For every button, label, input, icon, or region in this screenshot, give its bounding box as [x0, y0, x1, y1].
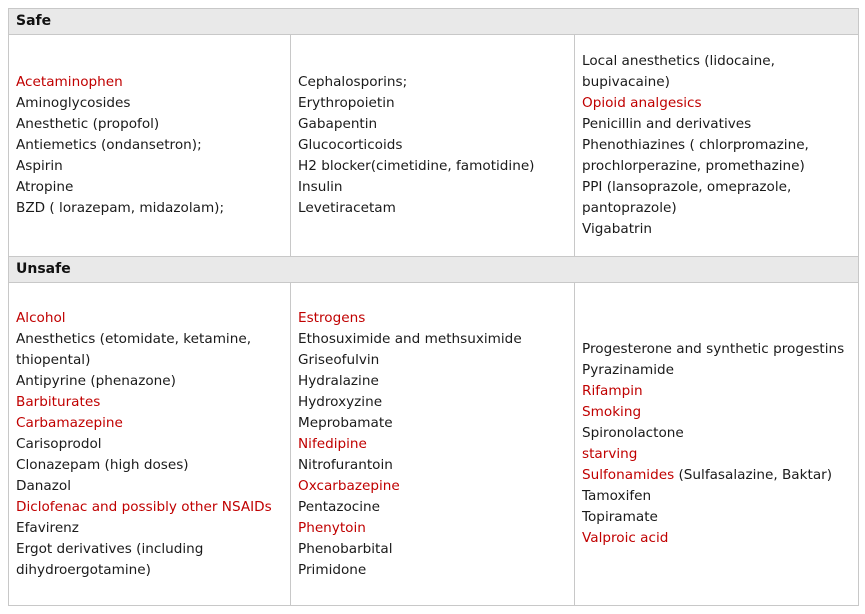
drug-name: Aspirin: [16, 158, 63, 174]
drug-item: [582, 423, 852, 444]
drug-item: [582, 444, 852, 465]
drug-item: [16, 413, 284, 434]
drug-item: [298, 560, 568, 581]
drug-item: [16, 72, 284, 93]
drug-name: BZD ( lorazepam, midazolam);: [16, 200, 225, 216]
safe-cell-2: [291, 35, 575, 256]
drug-item: [298, 497, 568, 518]
unsafe-list-3: [582, 283, 852, 605]
safe-header-label: Safe: [16, 13, 52, 29]
drug-item: [582, 93, 852, 114]
drug-name: Spironolactone: [582, 425, 684, 441]
drug-name: Ergot derivatives (including dihydroergotamine): [16, 540, 204, 578]
drug-name: Topiramate: [582, 509, 658, 525]
drug-item: [298, 72, 568, 93]
drug-name: PPI (lansoprazole, omeprazole, pantoprazole): [582, 179, 792, 216]
unsafe-list-2: [298, 283, 568, 605]
drug-item: [298, 329, 568, 350]
drug-name: Barbiturates: [16, 393, 101, 410]
drug-item: [16, 156, 284, 177]
drug-item: [582, 114, 852, 135]
drug-name: Cephalosporins;: [298, 74, 408, 90]
drug-name: Tamoxifen: [582, 488, 652, 504]
drug-name: Insulin: [298, 179, 343, 195]
drug-item: [16, 308, 284, 329]
drug-item: [298, 434, 568, 455]
drug-name: Atropine: [16, 179, 74, 195]
drug-name: Antipyrine (phenazone): [16, 372, 176, 389]
drug-name: Clonazepam (high doses): [16, 456, 189, 473]
drug-item: [298, 135, 568, 156]
drug-item: [298, 308, 568, 329]
drug-name: Penicillin and derivatives: [582, 116, 752, 132]
safe-cell-1: [9, 35, 291, 256]
drug-name: Local anesthetics (lidocaine, bupivacaine): [582, 53, 775, 90]
drug-name: Anesthetics (etomidate, ketamine, thiopental): [16, 330, 252, 368]
drug-name: Phenothiazines ( chlorpromazine, prochlorperazine, promethazine): [582, 137, 809, 174]
drug-item: [582, 177, 852, 219]
drug-item: [16, 392, 284, 413]
drug-item: [16, 329, 284, 371]
drug-item: [16, 455, 284, 476]
drug-item: [298, 177, 568, 198]
drug-name: Carbamazepine: [16, 414, 123, 431]
unsafe-list-1: [16, 283, 284, 605]
drug-name: Nitrofurantoin: [298, 456, 393, 473]
drug-name: Hydroxyzine: [298, 393, 383, 410]
safe-row: [9, 35, 858, 256]
drug-item: [298, 476, 568, 497]
drug-name: Gabapentin: [298, 116, 378, 132]
drug-item: [582, 381, 852, 402]
drug-name: Levetiracetam: [298, 200, 396, 216]
safe-header-row: [9, 9, 858, 35]
drug-item: [298, 455, 568, 476]
drug-name: starving: [582, 446, 638, 462]
drug-item: [582, 528, 852, 549]
drug-name: Valproic acid: [582, 530, 669, 546]
drug-name: Progesterone and synthetic progestins: [582, 341, 845, 357]
unsafe-header-row: [9, 256, 858, 283]
drug-name: Pyrazinamide: [582, 362, 675, 378]
drug-item: [582, 339, 852, 360]
drug-name: Primidone: [298, 561, 367, 578]
drug-name: Efavirenz: [16, 519, 79, 536]
unsafe-cell-2: [291, 283, 575, 605]
drug-name: Phenobarbital: [298, 540, 393, 557]
drug-item: [582, 135, 852, 177]
drug-name: Erythropoietin: [298, 95, 395, 111]
drug-item: [298, 518, 568, 539]
drug-item: [16, 476, 284, 497]
drug-name: Carisoprodol: [16, 435, 102, 452]
drug-item: [582, 51, 852, 93]
drug-item: [298, 371, 568, 392]
drug-name: Griseofulvin: [298, 351, 380, 368]
drug-item: [298, 156, 568, 177]
drug-item: [16, 198, 284, 219]
safe-list-3: [582, 35, 852, 256]
drug-item: [582, 219, 852, 240]
drug-item: [16, 114, 284, 135]
unsafe-cell-1: [9, 283, 291, 605]
drug-item: [16, 539, 284, 581]
drug-item: [582, 360, 852, 381]
drug-name: Rifampin: [582, 383, 643, 399]
drug-name: Hydralazine: [298, 372, 379, 389]
drug-item: [16, 93, 284, 114]
drug-item: [298, 198, 568, 219]
drug-name: H2 blocker(cimetidine, famotidine): [298, 158, 535, 174]
drug-name: Danazol: [16, 477, 71, 494]
drug-name: Diclofenac and possibly other NSAIDs: [16, 498, 272, 515]
drug-item: [582, 486, 852, 507]
safe-list-1: [16, 35, 284, 256]
drug-item: [298, 392, 568, 413]
drug-name: Alcohol: [16, 309, 66, 326]
drug-safety-table: [8, 8, 859, 606]
drug-name: Antiemetics (ondansetron);: [16, 137, 202, 153]
drug-name: Pentazocine: [298, 498, 381, 515]
drug-item: [582, 465, 852, 486]
drug-name: Ethosuximide and methsuximide: [298, 330, 522, 347]
drug-name: Anesthetic (propofol): [16, 116, 160, 132]
drug-name: Opioid analgesics: [582, 95, 702, 111]
drug-name: Estrogens: [298, 309, 366, 326]
unsafe-cell-3: [575, 283, 858, 605]
drug-item: [582, 402, 852, 423]
drug-name: Vigabatrin: [582, 221, 653, 237]
drug-name: Meprobamate: [298, 414, 393, 431]
drug-name: Nifedipine: [298, 435, 367, 452]
drug-item: [16, 434, 284, 455]
drug-item: [16, 135, 284, 156]
drug-item: [298, 350, 568, 371]
drug-item: [582, 507, 852, 528]
drug-name: Aminoglycosides: [16, 95, 131, 111]
drug-item: [298, 93, 568, 114]
drug-name: Acetaminophen: [16, 74, 123, 90]
drug-item: [298, 413, 568, 434]
drug-note: (Sulfasalazine, Baktar): [674, 467, 833, 483]
drug-item: [16, 371, 284, 392]
drug-item: [16, 177, 284, 198]
drug-name: Oxcarbazepine: [298, 477, 400, 494]
drug-name: Sulfonamides: [582, 467, 675, 483]
drug-name: Phenytoin: [298, 519, 366, 536]
drug-name: Glucocorticoids: [298, 137, 403, 153]
drug-item: [16, 497, 284, 518]
drug-name: Smoking: [582, 404, 642, 420]
drug-item: [298, 114, 568, 135]
unsafe-row: [9, 283, 858, 605]
drug-item: [16, 518, 284, 539]
drug-item: [298, 539, 568, 560]
safe-cell-3: [575, 35, 858, 256]
unsafe-header-label: Unsafe: [16, 261, 71, 277]
safe-list-2: [298, 35, 568, 256]
